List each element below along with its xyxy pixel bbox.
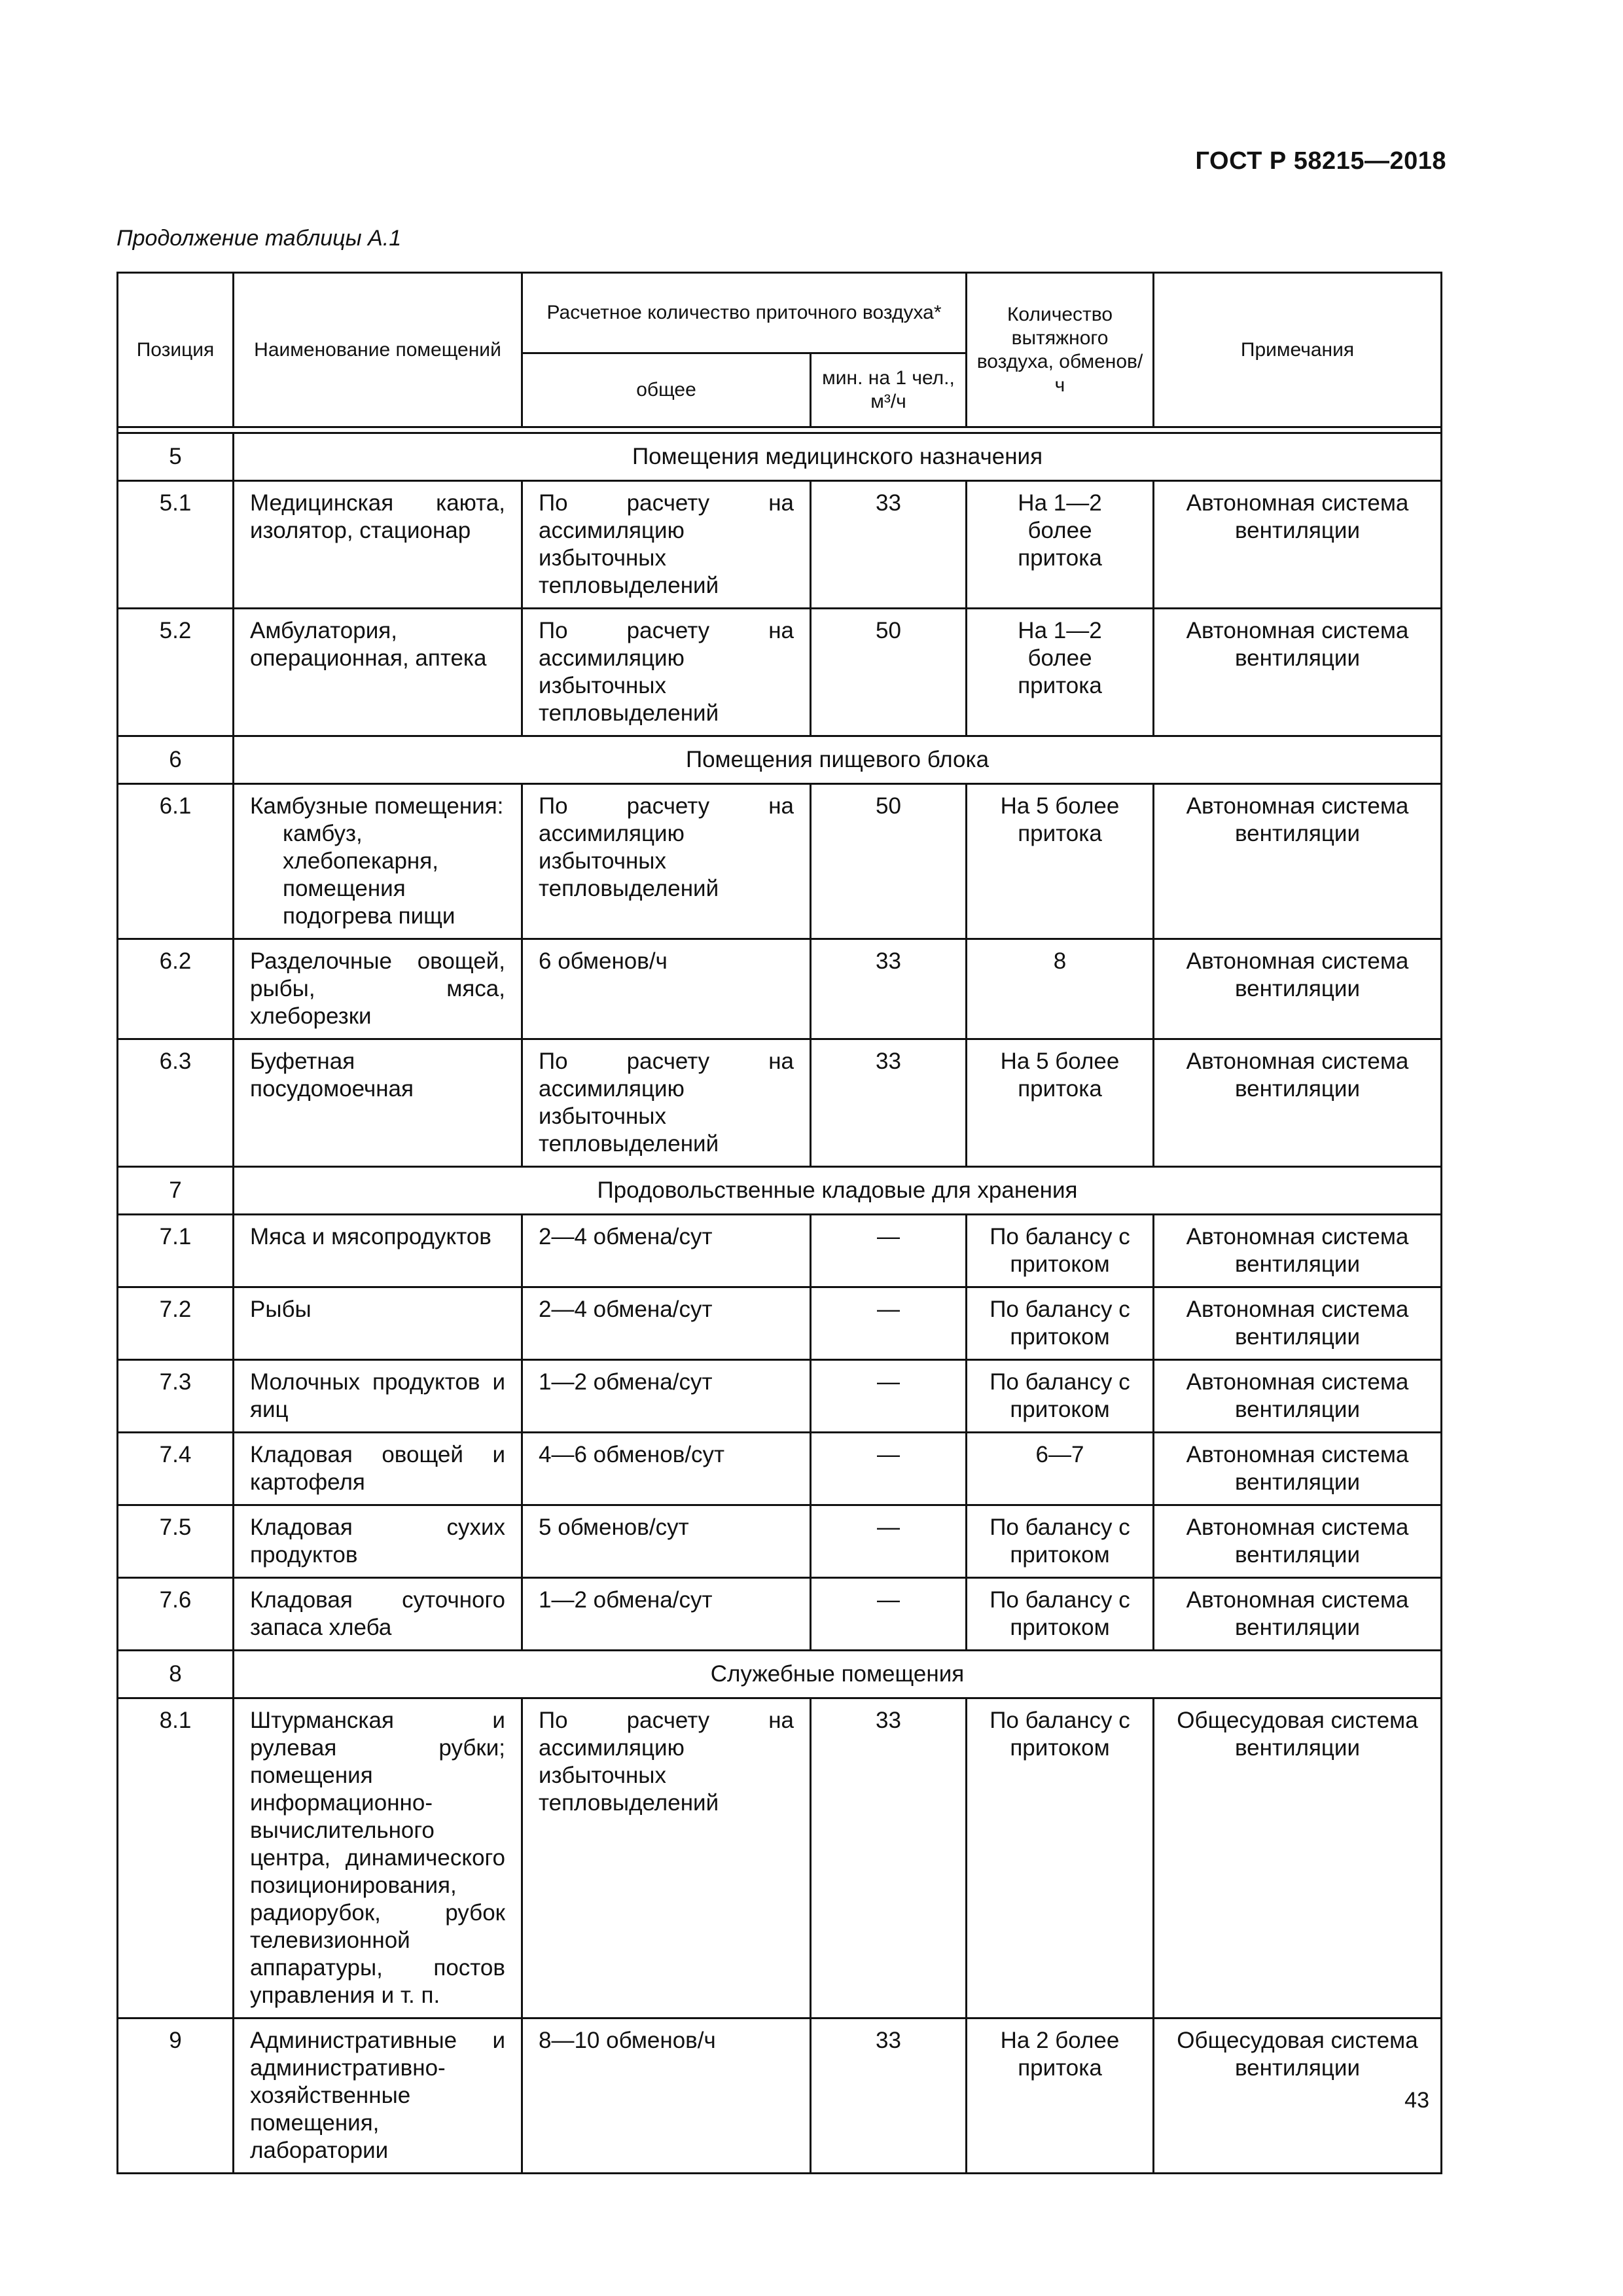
col-header-supply-total: общее <box>522 353 811 427</box>
table-body <box>118 427 1442 2174</box>
row-supply-total: 1—2 обмена/сут <box>522 1360 811 1433</box>
row-position: 5.2 <box>118 609 234 736</box>
row-room-name <box>234 1433 522 1505</box>
row-supply-per-person: — <box>811 1215 967 1287</box>
row-room-name <box>234 1039 522 1167</box>
row-supply-per-person: 33 <box>811 939 967 1039</box>
table-row <box>118 481 1442 609</box>
section-number: 8 <box>118 1651 234 1698</box>
row-position: 7.6 <box>118 1578 234 1651</box>
row-supply-total: 4—6 обменов/сут <box>522 1433 811 1505</box>
section-title: Помещения пищевого блока <box>234 736 1442 784</box>
table-row <box>118 1505 1442 1578</box>
row-room-name <box>234 784 522 939</box>
row-position: 6.3 <box>118 1039 234 1167</box>
table-row <box>118 1698 1442 2018</box>
room-name-text: Медицинская каюта, изолятор, стационар <box>250 490 505 543</box>
room-name-text: Штурманская и рулевая рубки; помещения информационно-вычислительного центра, динамического позиционирования, радиорубок, рубок телевизионной аппаратуры, постов управления и т. п. <box>250 1708 505 2008</box>
section-number: 7 <box>118 1167 234 1215</box>
row-note: Общесудовая система вентиляции <box>1154 2018 1442 2174</box>
room-name-text: Административные и административно-хозяйственные помещения, лаборатории <box>250 2028 505 2163</box>
table-row <box>118 1578 1442 1651</box>
row-supply-total: 6 обменов/ч <box>522 939 811 1039</box>
row-note: Автономная система вентиляции <box>1154 1215 1442 1287</box>
row-exhaust: По балансу с притоком <box>967 1215 1154 1287</box>
table-caption: Продолжение таблицы А.1 <box>116 226 402 251</box>
row-note: Автономная система вентиляции <box>1154 939 1442 1039</box>
table-row <box>118 939 1442 1039</box>
row-exhaust: По балансу с притоком <box>967 1698 1154 2018</box>
room-name-text: Молочных продуктов и яиц <box>250 1369 505 1422</box>
room-name-text: Разделочные овощей, рыбы, мяса, хлеборезки <box>250 948 505 1029</box>
row-room-name <box>234 609 522 736</box>
table-row <box>118 609 1442 736</box>
section-number: 6 <box>118 736 234 784</box>
row-position: 7.2 <box>118 1287 234 1360</box>
section-title: Помещения медицинского назначения <box>234 433 1442 481</box>
table-row <box>118 2018 1442 2174</box>
room-subitem: помещения подогрева пищи <box>283 876 455 929</box>
row-supply-per-person: — <box>811 1287 967 1360</box>
row-note: Автономная система вентиляции <box>1154 784 1442 939</box>
row-room-name <box>234 939 522 1039</box>
row-position: 6.2 <box>118 939 234 1039</box>
row-note: Автономная система вентиляции <box>1154 1505 1442 1578</box>
row-room-name <box>234 2018 522 2174</box>
row-position: 7.3 <box>118 1360 234 1433</box>
room-name-text: Кладовая суточного запаса хлеба <box>250 1587 505 1640</box>
row-note: Автономная система вентиляции <box>1154 1360 1442 1433</box>
col-header-position: Позиция <box>118 273 234 427</box>
section-row <box>118 1651 1442 1698</box>
header-gap <box>118 427 1442 433</box>
row-position: 5.1 <box>118 481 234 609</box>
row-exhaust: 6—7 <box>967 1433 1154 1505</box>
room-name-text: Кладовая овощей и картофеля <box>250 1442 505 1495</box>
room-subitem: хлебопекарня, <box>283 848 438 874</box>
row-room-name <box>234 1360 522 1433</box>
row-supply-total: 2—4 обмена/сут <box>522 1287 811 1360</box>
row-exhaust: 8 <box>967 939 1154 1039</box>
section-row <box>118 1167 1442 1215</box>
row-supply-total: По расчету на ассимиляцию избыточных тепловыделений <box>522 609 811 736</box>
room-name-text: Кладовая сухих продуктов <box>250 1515 505 1568</box>
row-position: 7.1 <box>118 1215 234 1287</box>
row-supply-total: По расчету на ассимиляцию избыточных тепловыделений <box>522 1039 811 1167</box>
table-row <box>118 1433 1442 1505</box>
row-position: 9 <box>118 2018 234 2174</box>
row-position: 7.5 <box>118 1505 234 1578</box>
row-supply-per-person: — <box>811 1505 967 1578</box>
table-row <box>118 1360 1442 1433</box>
table-row <box>118 1039 1442 1167</box>
row-supply-per-person: 33 <box>811 481 967 609</box>
col-header-supply: Расчетное количество приточного воздуха* <box>522 273 967 353</box>
col-header-supply-per-person: мин. на 1 чел., м³/ч <box>811 353 967 427</box>
row-supply-total: 8—10 обменов/ч <box>522 2018 811 2174</box>
section-number: 5 <box>118 433 234 481</box>
table-row <box>118 1287 1442 1360</box>
table-row <box>118 784 1442 939</box>
row-supply-total: 5 обменов/сут <box>522 1505 811 1578</box>
row-supply-per-person: — <box>811 1360 967 1433</box>
row-exhaust: По балансу с притоком <box>967 1360 1154 1433</box>
col-header-exhaust: Количество вытяжного воздуха, обменов/ч <box>967 273 1154 427</box>
row-note: Автономная система вентиляции <box>1154 481 1442 609</box>
row-room-name <box>234 1698 522 2018</box>
row-position: 8.1 <box>118 1698 234 2018</box>
row-note: Автономная система вентиляции <box>1154 1287 1442 1360</box>
section-row <box>118 736 1442 784</box>
row-exhaust: По балансу с притоком <box>967 1505 1154 1578</box>
document-code: ГОСТ Р 58215—2018 <box>1195 147 1446 175</box>
row-exhaust: По балансу с притоком <box>967 1578 1154 1651</box>
row-supply-total: По расчету на ассимиляцию избыточных тепловыделений <box>522 1698 811 2018</box>
row-room-name <box>234 1578 522 1651</box>
row-supply-total: 2—4 обмена/сут <box>522 1215 811 1287</box>
row-note: Автономная система вентиляции <box>1154 609 1442 736</box>
row-position: 7.4 <box>118 1433 234 1505</box>
section-title: Продовольственные кладовые для хранения <box>234 1167 1442 1215</box>
row-supply-total: По расчету на ассимиляцию избыточных тепловыделений <box>522 481 811 609</box>
room-name-text: Рыбы <box>250 1297 312 1322</box>
section-title: Служебные помещения <box>234 1651 1442 1698</box>
col-header-notes: Примечания <box>1154 273 1442 427</box>
row-exhaust: На 2 более притока <box>967 2018 1154 2174</box>
ventilation-table <box>116 272 1442 2174</box>
room-name-text: Мяса и мясопродуктов <box>250 1224 491 1249</box>
row-supply-total: 1—2 обмена/сут <box>522 1578 811 1651</box>
row-position: 6.1 <box>118 784 234 939</box>
row-supply-per-person: 50 <box>811 784 967 939</box>
room-name-text: Амбулатория, операционная, аптека <box>250 618 487 671</box>
row-supply-per-person: 33 <box>811 1039 967 1167</box>
row-supply-per-person: 33 <box>811 1698 967 2018</box>
row-exhaust: На 1—2 более притока <box>967 481 1154 609</box>
row-room-name <box>234 1287 522 1360</box>
row-supply-per-person: 33 <box>811 2018 967 2174</box>
row-supply-total: По расчету на ассимиляцию избыточных тепловыделений <box>522 784 811 939</box>
room-name-text: Камбузные помещения: <box>250 793 504 819</box>
page-number: 43 <box>1404 2088 1429 2113</box>
row-room-name <box>234 481 522 609</box>
table-row <box>118 1215 1442 1287</box>
row-room-name <box>234 1215 522 1287</box>
row-supply-per-person: — <box>811 1433 967 1505</box>
section-row <box>118 433 1442 481</box>
row-exhaust: На 5 более притока <box>967 784 1154 939</box>
col-header-name: Наименование помещений <box>234 273 522 427</box>
room-subitem: камбуз, <box>283 821 363 846</box>
row-supply-per-person: 50 <box>811 609 967 736</box>
row-note: Автономная система вентиляции <box>1154 1433 1442 1505</box>
row-exhaust: На 1—2 более притока <box>967 609 1154 736</box>
row-room-name <box>234 1505 522 1578</box>
row-note: Автономная система вентиляции <box>1154 1039 1442 1167</box>
row-note: Автономная система вентиляции <box>1154 1578 1442 1651</box>
row-exhaust: По балансу с притоком <box>967 1287 1154 1360</box>
row-exhaust: На 5 более притока <box>967 1039 1154 1167</box>
row-supply-per-person: — <box>811 1578 967 1651</box>
row-note: Общесудовая система вентиляции <box>1154 1698 1442 2018</box>
room-name-text: Буфетная посудомоечная <box>250 1049 414 1102</box>
